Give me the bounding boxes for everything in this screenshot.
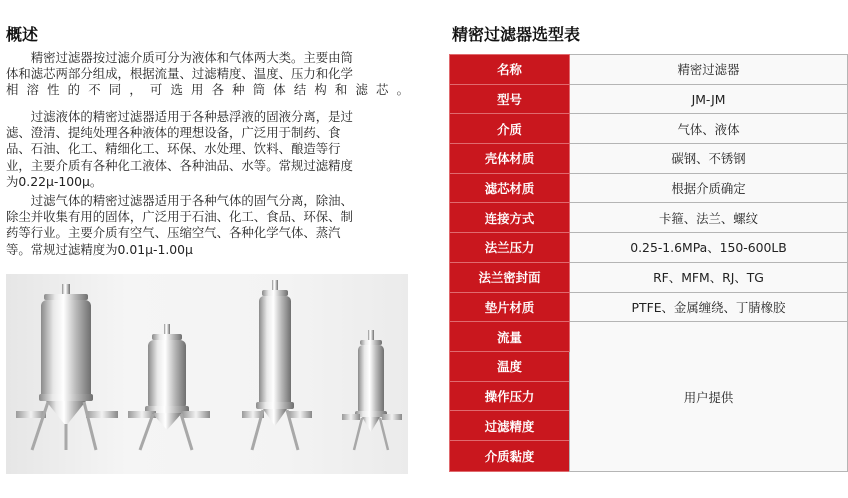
text-line: 等。常规过滤精度为0.01μ-1.00μ <box>6 241 193 257</box>
row-key: 壳体材质 <box>450 144 570 174</box>
text-line: 过滤气体的精密过滤器适用于各种气体的固气分离，除油、 <box>6 193 353 208</box>
row-value: 气体、液体 <box>570 114 848 144</box>
row-key: 名称 <box>450 55 570 85</box>
table-row <box>450 203 848 233</box>
table-row <box>450 322 848 352</box>
product-photo <box>6 274 408 474</box>
text-line: 过滤液体的精密过滤器适用于各种悬浮液的固液分离，是过 <box>6 109 353 124</box>
table-row <box>450 292 848 322</box>
text-line: 品、石油、化工、精细化工、环保、水处理、饮料、酿造等行 <box>6 141 341 157</box>
overview-title: 概述 <box>6 25 39 44</box>
overview-paragraph-2 <box>6 109 409 190</box>
text-line: 除尘并收集有用的固体，广泛用于石油、化工、食品、环保、制 <box>6 209 353 225</box>
text-line: 为0.22μ-100μ。 <box>6 173 103 189</box>
row-value: JM-JM <box>570 84 848 114</box>
merged-value: 用户提供 <box>570 322 848 472</box>
selection-table <box>449 54 848 472</box>
text-line: 体和滤芯两部分组成，根据流量、过滤精度、温度、压力和化学 <box>6 66 353 82</box>
row-value: RF、MFM、RJ、TG <box>570 262 848 292</box>
row-value: 精密过滤器 <box>570 55 848 85</box>
row-value: 碳钢、不锈钢 <box>570 144 848 174</box>
table-row <box>450 114 848 144</box>
row-key: 垫片材质 <box>450 292 570 322</box>
row-value: PTFE、金属缠绕、丁腈橡胶 <box>570 292 848 322</box>
text-line: 药等行业。主要介质有空气、压缩空气、各种化学气体、蒸汽 <box>6 225 341 241</box>
table-row <box>450 233 848 263</box>
row-key: 连接方式 <box>450 203 570 233</box>
text-line: 业，主要介质有各种化工液体、各种油品、水等。常规过滤精度 <box>6 157 353 173</box>
row-key: 温度 <box>450 351 570 381</box>
filter-housing-large-icon <box>16 284 118 450</box>
row-key: 滤芯材质 <box>450 173 570 203</box>
table-row <box>450 173 848 203</box>
row-key: 法兰压力 <box>450 233 570 263</box>
row-key: 流量 <box>450 322 570 352</box>
selection-table-title: 精密过滤器选型表 <box>452 25 581 44</box>
row-key: 过滤精度 <box>450 411 570 441</box>
text-line: 滤、澄清、提纯处理各种液体的理想设备，广泛用于制药、食 <box>6 125 341 141</box>
overview-paragraph-1 <box>6 50 409 99</box>
row-key: 介质黏度 <box>450 440 570 471</box>
table-row <box>450 262 848 292</box>
row-value: 根据介质确定 <box>570 173 848 203</box>
row-key: 介质 <box>450 114 570 144</box>
filter-housing-tall-icon <box>242 280 312 450</box>
text-line: 相溶性的不同，可选用各种筒体结构和滤芯。 <box>6 82 409 98</box>
table-row <box>450 144 848 174</box>
filter-housing-small-icon <box>342 330 402 450</box>
filter-housing-medium-icon <box>128 324 210 450</box>
row-key: 型号 <box>450 84 570 114</box>
table-row <box>450 84 848 114</box>
table-row <box>450 55 848 85</box>
row-key: 操作压力 <box>450 381 570 411</box>
row-key: 法兰密封面 <box>450 262 570 292</box>
row-value: 0.25-1.6MPa、150-600LB <box>570 233 848 263</box>
text-line: 精密过滤器按过滤介质可分为液体和气体两大类。主要由筒 <box>6 50 353 65</box>
row-value: 卡箍、法兰、螺纹 <box>570 203 848 233</box>
overview-paragraph-3 <box>6 193 409 258</box>
